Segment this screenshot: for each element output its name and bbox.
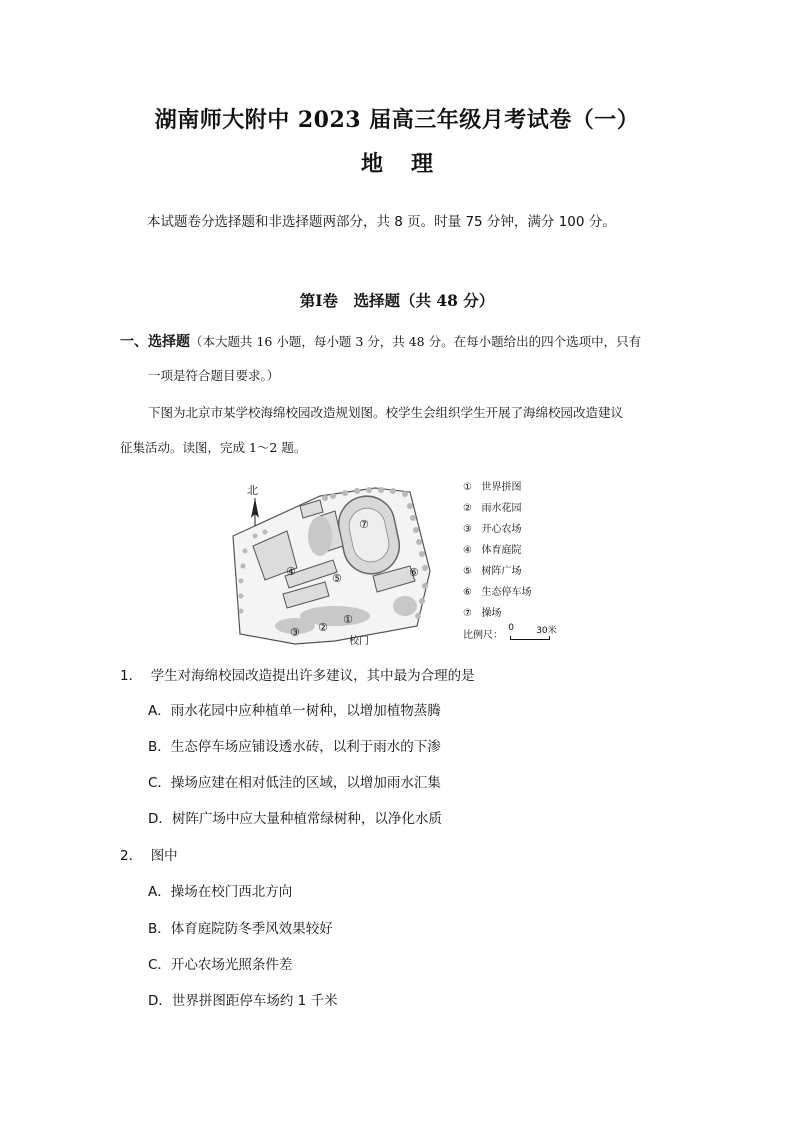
option-d: D．树阵广场中应大量种植常绿树种，以净化水质 (148, 811, 442, 827)
north-label: 北 (247, 484, 258, 497)
scale-label: 比例尺： (463, 630, 503, 641)
question-number: 1． (120, 668, 143, 684)
gate-label: 校门 (349, 636, 369, 647)
question-number: 2． (120, 848, 143, 864)
legend-item: ④ 体育庭院 (463, 545, 522, 556)
north-arrow (247, 484, 259, 526)
option-b: B．生态停车场应铺设透水砖，以利于雨水的下渗 (148, 739, 441, 755)
question-1 (120, 664, 475, 684)
legend-item: ⑥ 生态停车场 (463, 587, 532, 598)
option-a: A．操场在校门西北方向 (148, 884, 293, 900)
marker-1: ① (343, 613, 353, 626)
part-label: 一、选择题 (120, 334, 190, 350)
marker-6: ⑥ (409, 566, 419, 579)
legend-item: ⑤ 树阵广场 (463, 566, 522, 577)
scale-zero: 0 (508, 623, 514, 633)
section-title: 第Ⅰ卷 选择题（共 48 分） (299, 291, 495, 310)
marker-2: ② (318, 621, 328, 634)
option-b: B．体育庭院防冬季风效果较好 (148, 921, 333, 937)
legend-item: ② 雨水花园 (463, 503, 522, 514)
question-stem: 图中 (150, 848, 178, 864)
scale-bar (463, 623, 572, 641)
marker-3: ③ (290, 626, 300, 639)
part-instructions (120, 331, 641, 351)
option-c: C．开心农场光照条件差 (148, 957, 293, 973)
scale-line (510, 636, 550, 640)
option-c: C．操场应建在相对低洼的区域，以增加雨水汇集 (148, 775, 441, 791)
legend-item: ⑦ 操场 (463, 608, 502, 619)
legend-item: ③ 开心农场 (463, 524, 522, 535)
marker-7: ⑦ (359, 518, 369, 531)
option-d: D．世界拼图距停车场约 1 千米 (148, 993, 338, 1009)
question-stem-line2: 征集活动。读图，完成 1～2 题。 (120, 440, 307, 455)
exam-intro: 本试题卷分选择题和非选择题两部分，共 8 页。时量 75 分钟，满分 100 分。 (147, 214, 616, 230)
scale-max: 30米 (536, 626, 557, 636)
marker-5: ⑤ (332, 572, 342, 585)
question-stem-line1: 下图为北京市某学校海绵校园改造规划图。校学生会组织学生开展了海绵校园改造建议 (148, 405, 624, 420)
option-a: A．雨水花园中应种植单一树种，以增加植物蒸腾 (148, 703, 441, 719)
part-note-continued: 一项是符合题目要求。） (148, 368, 280, 383)
marker-4: ④ (286, 565, 296, 578)
subject-title: 地理 (360, 151, 461, 177)
part-note: （本大题共 16 小题，每小题 3 分，共 48 分。在每小题给出的四个选项中，只有 (190, 334, 642, 349)
question-stem: 学生对海绵校园改造提出许多建议，其中最为合理的是 (150, 668, 475, 684)
campus-map (225, 476, 440, 651)
exam-title: 湖南师大附中 2023 届高三年级月考试卷（一） (154, 107, 640, 133)
legend-item: ① 世界拼图 (463, 482, 522, 493)
question-2 (120, 844, 178, 864)
